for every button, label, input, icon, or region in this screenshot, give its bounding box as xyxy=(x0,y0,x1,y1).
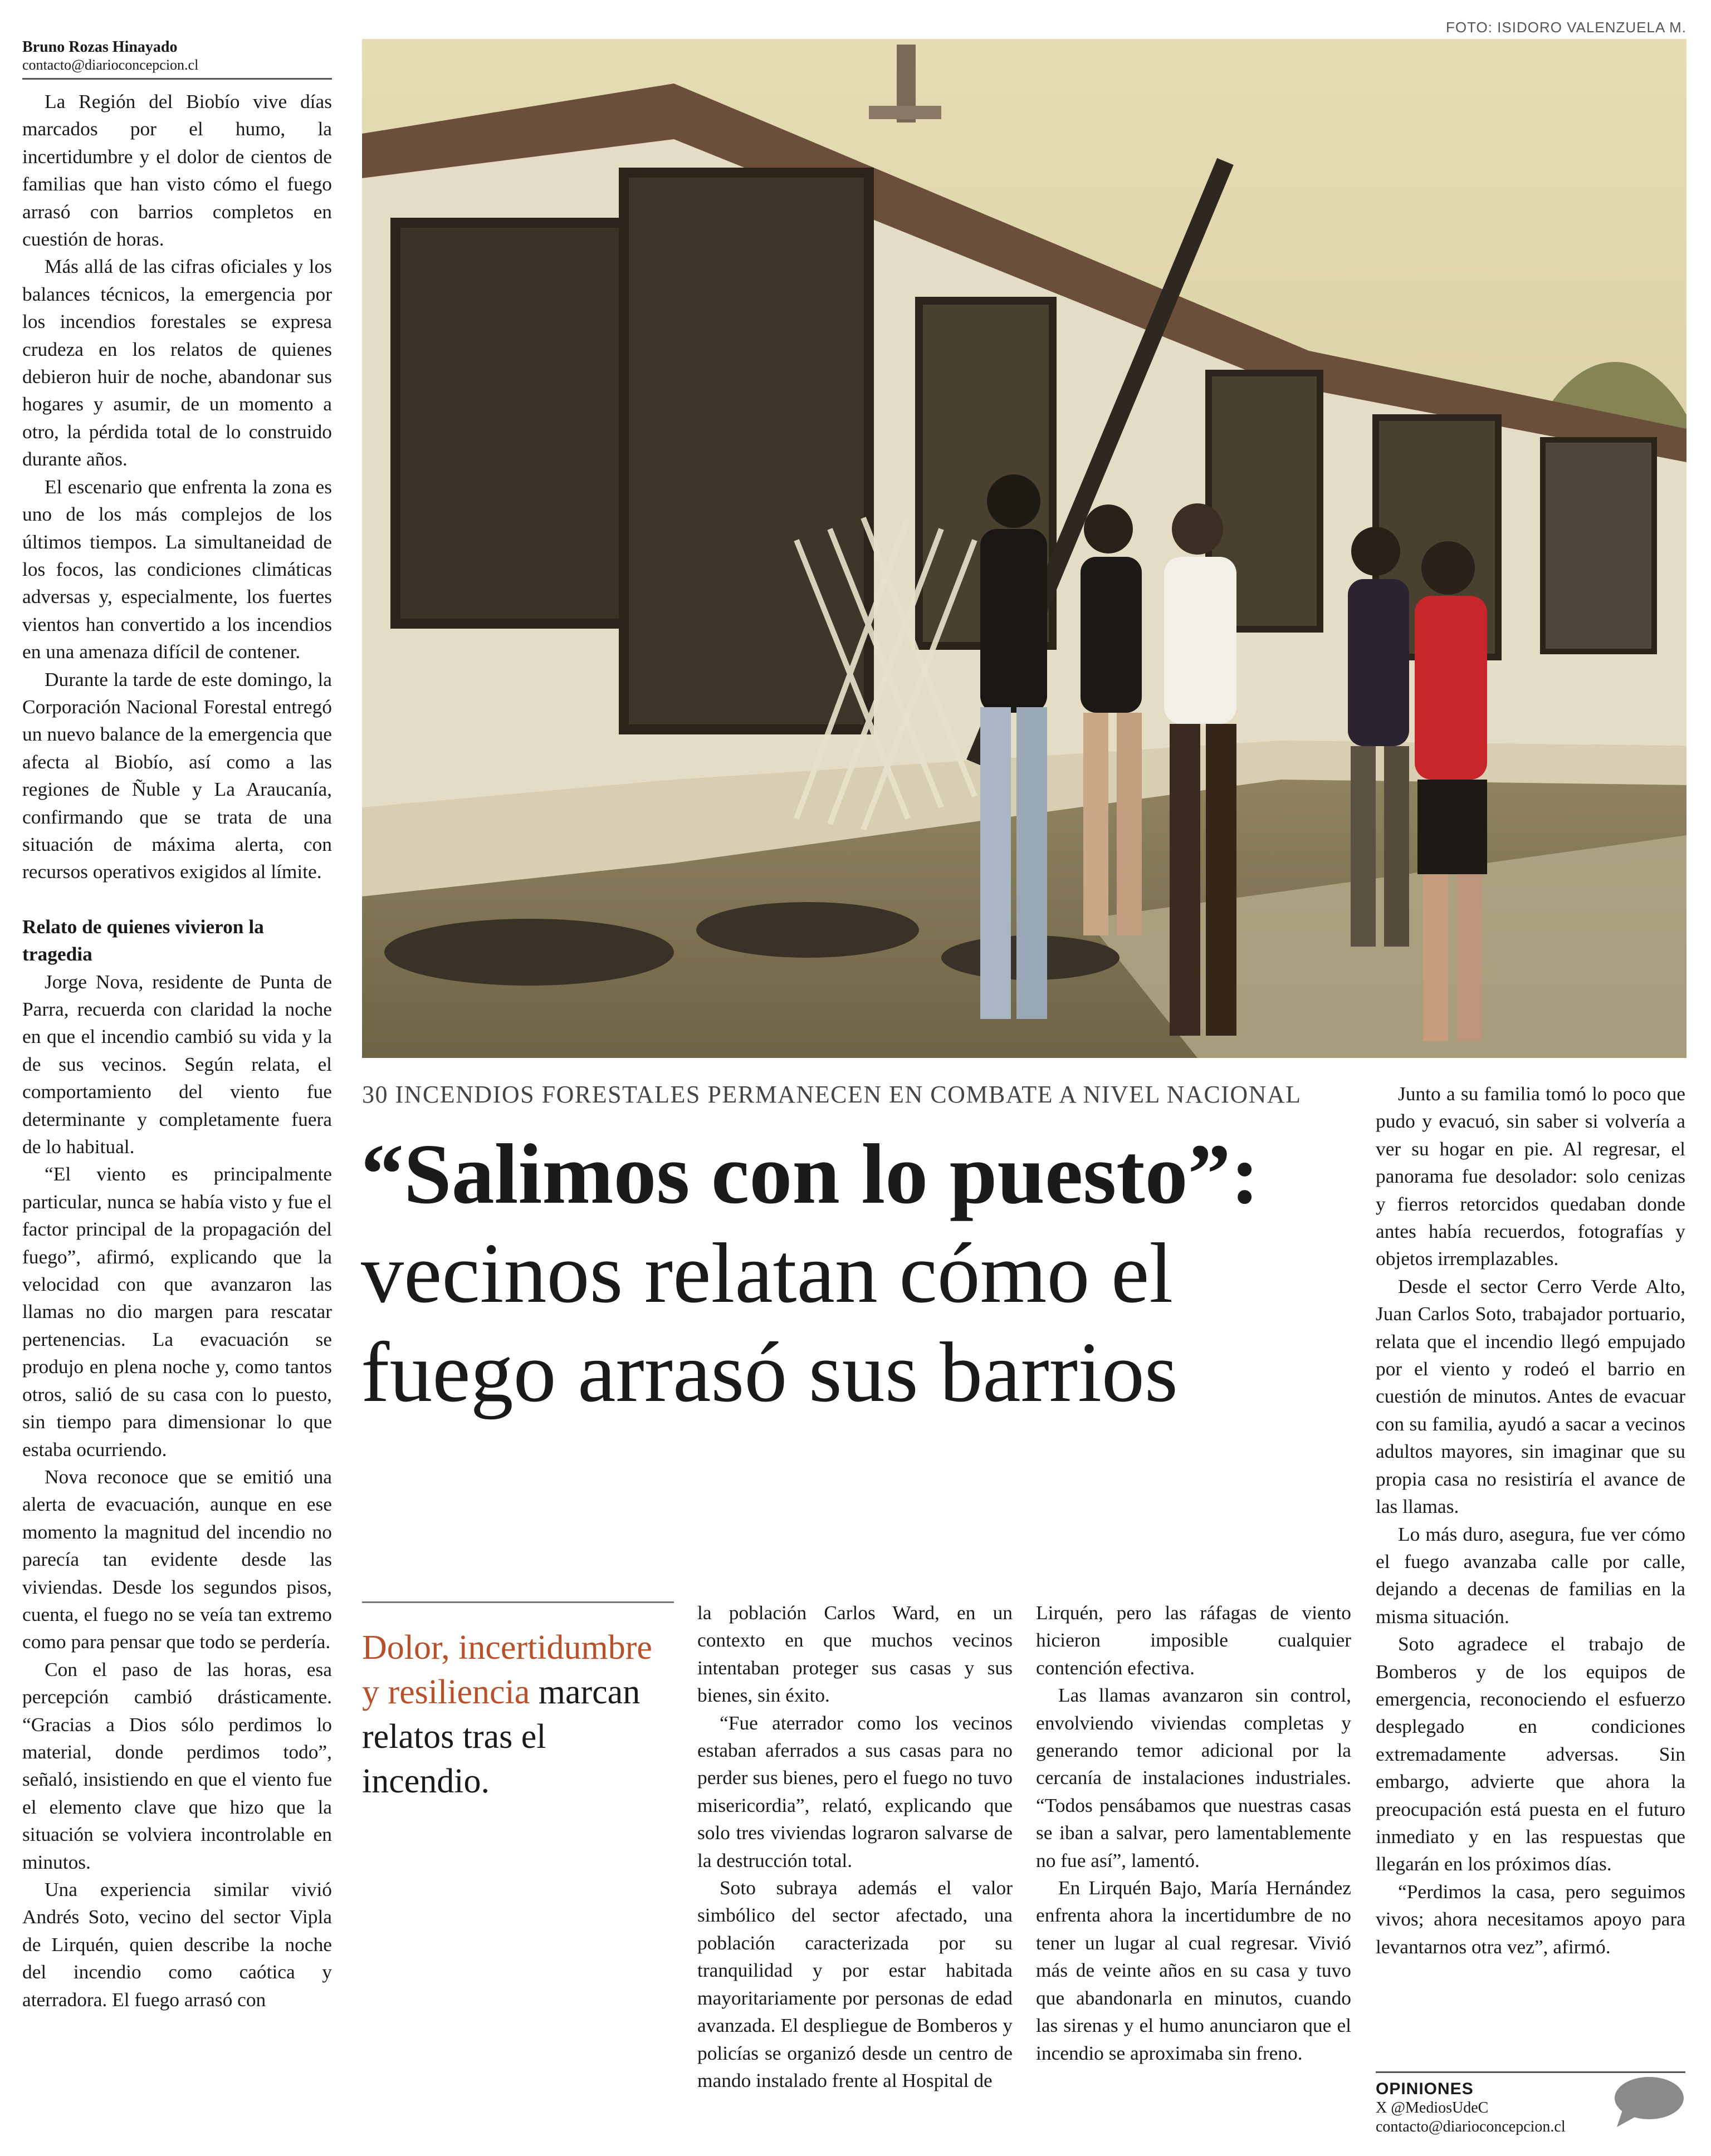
paragraph: Las llamas avanzaron sin control, envolviendo viviendas completas y generando temor adicional por la cercanía de instalaciones industriales. “Todos pensábamos que nuestras casas se iban a salvar, pero lamentablemente no fue así”, lamentó. xyxy=(1036,1684,1351,1871)
headline xyxy=(361,1125,1319,1422)
paragraph: Nova reconoce que se emitió una alerta de evacuación, aunque en ese momento la magnitud del incendio no parecía tan evidente desde las viviendas. Desde los segundos pisos, cuenta, el fuego no se veía tan extremo como para pensar que todo se perdería. xyxy=(22,1465,332,1653)
opiniones-label: OPINIONES xyxy=(1376,2080,1474,2098)
paragraph: Lirquén, pero las ráfagas de viento hicieron imposible cualquier contención efectiva. xyxy=(1036,1601,1351,1679)
paragraph: En Lirquén Bajo, María Hernández enfrenta ahora la incertidumbre de no tener un lugar al cual regresar. Vivió más de veinte años en su casa y tuvo que abandonarla en minutos, cuando las sirenas y el humo anunciaron que el incendio se aproximaba sin freno. xyxy=(1036,1876,1351,2064)
paragraph: Más allá de las cifras oficiales y los balances técnicos, la emergencia por los incendios forestales se expresa crudeza en los relatos de quienes debieron huir de noche, abandonar sus hogares y asumir, de un momento a otro, la pérdida total de lo construido durante años. xyxy=(22,255,332,471)
burned-house-illustration xyxy=(362,39,1686,1058)
paragraph: “Fue aterrador como los vecinos estaban aferrados a sus casas para no perder sus bienes, pero el fuego no tuvo misericordia”, relató, explicando que solo tres viviendas lograron salvarse de la destrucción total. xyxy=(697,1711,1013,1871)
news-photo xyxy=(362,39,1686,1058)
paragraph: Lo más duro, asegura, fue ver cómo el fuego avanzaba calle por calle, dejando a decenas de familias en la misma situación. xyxy=(1376,1522,1685,1628)
paragraph: Soto agradece el trabajo de Bomberos y de los equipos de emergencia, reconociendo el esfuerzo desplegado en condiciones extremadamente adversas. Sin embargo, advierte que ahora la preocupación está puesta en el futuro inmediato y en las respuestas que llegarán en los próximos días. xyxy=(1376,1633,1685,1875)
speech-bubble-icon xyxy=(1612,2075,1685,2128)
deck-rest: marcan relatos tras el incendio. xyxy=(362,1673,641,1800)
article-column-2 xyxy=(697,1599,1013,2094)
paragraph: Durante la tarde de este domingo, la Corporación Nacional Forestal entregó un nuevo balance de la emergencia que afecta al Biobío, así como a las regiones de Ñuble y La Araucanía, confirmando que se trata de una situación de máxima alerta, con recursos operativos exigidos al límite. xyxy=(22,668,332,883)
subheading: Relato de quienes vivieron la tragedia xyxy=(22,915,264,966)
opiniones-email[interactable]: contacto@diarioconcepcion.cl xyxy=(1376,2118,1566,2135)
paragraph: Soto subraya además el valor simbólico del sector afectado, una población caracterizada por su tranquilidad y por estar habitada mayoritariamente por personas de edad avanzada. El despliegue de Bomberos y policías se organizó desde un centro de mando instalado frente al Hospital de xyxy=(697,1876,1013,2091)
opiniones-social[interactable]: X @MediosUdeC xyxy=(1376,2099,1489,2116)
headline-bold: “Salimos con lo puesto”: xyxy=(361,1127,1259,1222)
byline-email[interactable]: contacto@diarioconcepcion.cl xyxy=(22,57,199,73)
paragraph: Con el paso de las horas, esa percepción cambió drásticamente. “Gracias a Dios sólo perdimos lo material, donde perdimos todo”, señaló, insistiendo en que el viento fue el elemento clave que hizo que la situación se volviera incontrolable en minutos. xyxy=(22,1658,332,1873)
paragraph: “El viento es principalmente particular, nunca se había visto y fue el factor principal de la propagación del fuego”, afirmó, explicando que la velocidad con que avanzaron las llamas no dio margen para rescatar pertenencias. La evacuación se produjo en plena noche y, como tantos otros, salió de su casa con lo puesto, sin tiempo para dimensionar lo que estaba ocurriendo. xyxy=(22,1163,332,1461)
paragraph: la población Carlos Ward, en un contexto en que muchos vecinos intentaban proteger sus casas y sus bienes, sin éxito. xyxy=(697,1601,1013,1707)
paragraph: La Región del Biobío vive días marcados por el humo, la incertidumbre y el dolor de cientos de familias que han visto cómo el fuego arrasó con barrios completos en cuestión de horas. xyxy=(22,90,332,251)
paragraph: Junto a su familia tomó lo poco que pudo y evacuó, sin saber si volvería a ver su hogar en pie. Al regresar, el panorama fue desolador: solo cenizas y fierros retorcidos quedaban donde antes había recuerdos, fotografías y objetos irremplazables. xyxy=(1376,1082,1685,1270)
deck-accent: Dolor, incertidumbre y resiliencia xyxy=(362,1629,652,1711)
paragraph: “Perdimos la casa, pero seguimos vivos; ahora necesitamos apoyo para levantarnos otra vez”, afirmó. xyxy=(1376,1880,1685,1958)
article-column-1 xyxy=(22,88,332,2013)
photo-credit: FOTO: ISIDORO VALENZUELA M. xyxy=(1445,19,1686,36)
byline-author: Bruno Rozas Hinayado xyxy=(22,38,178,56)
paragraph: Una experiencia similar vivió Andrés Soto, vecino del sector Vipla de Lirquén, quien describe la noche del incendio como caótica y aterradora. El fuego arrasó con xyxy=(22,1878,332,2011)
article-column-4 xyxy=(1376,1080,1685,1961)
article-column-3 xyxy=(1036,1599,1351,2067)
paragraph: El escenario que enfrenta la zona es uno de los más complejos de los últimos tiempos. La simultaneidad de los focos, las condiciones climáticas adversas y, especialmente, los fuertes vientos han convertido a los incendios en una amenaza difícil de contener. xyxy=(22,475,332,663)
deck xyxy=(362,1601,674,1804)
paragraph: Jorge Nova, residente de Punta de Parra, recuerda con claridad la noche en que el incendio cambió su vida y la de sus vecinos. Según relata, el comportamiento del viento fue determinante y completamente fuera de lo habitual. xyxy=(22,970,332,1158)
headline-regular: vecinos relatan cómo el fuego arrasó sus barrios xyxy=(361,1226,1178,1420)
byline xyxy=(22,38,332,80)
kicker: 30 INCENDIOS FORESTALES PERMANECEN EN COMBATE A NIVEL NACIONAL xyxy=(362,1081,1302,1108)
paragraph: Desde el sector Cerro Verde Alto, Juan Carlos Soto, trabajador portuario, relata que el incendio llegó empujado por el viento y rodeó el barrio en cuestión de minutos. Antes de evacuar con su familia, ayudó a sacar a vecinos adultos mayores, sin imaginar que su propia casa no resistiría el avance de las llamas. xyxy=(1376,1275,1685,1518)
